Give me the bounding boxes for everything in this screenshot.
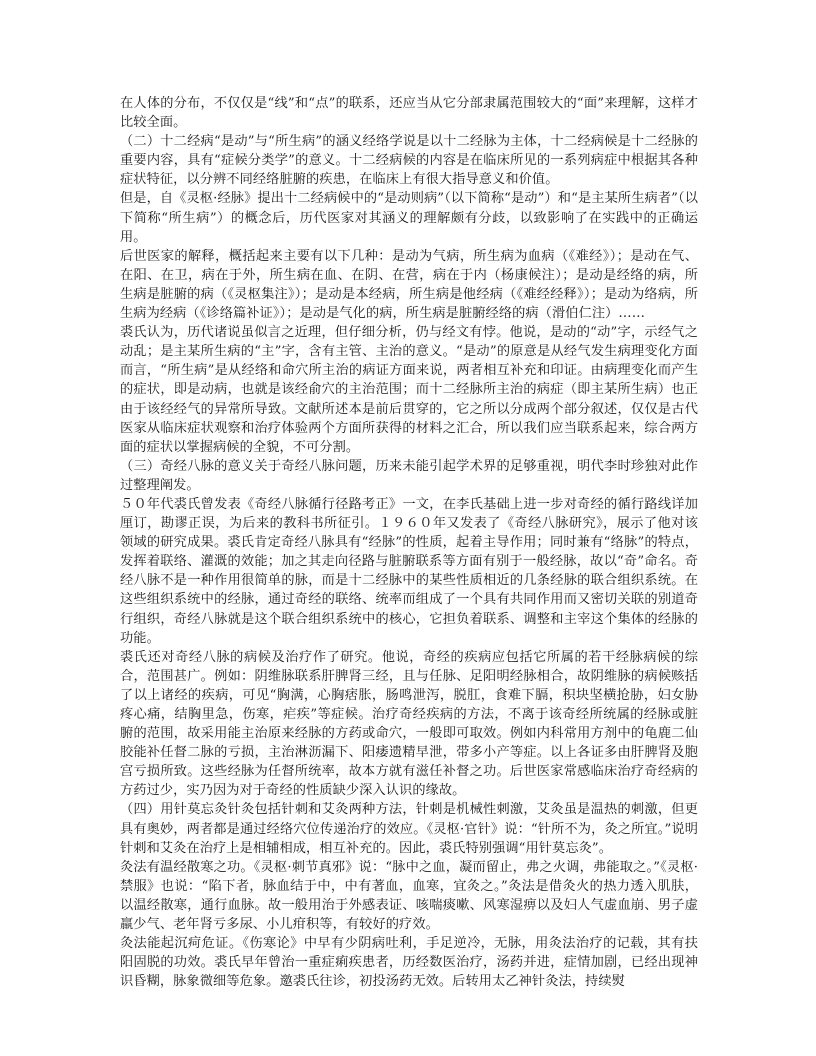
paragraph-7-1950s-research: ５０年代裘氏曾发表《奇经八脉循行径路考正》一文，在李氏基础上进一步对奇经的循行路线详加厘订，勘谬正误，为后来的教科书所征引。１９６０年又发表了《奇经八脉研究》，展示了他对该领域的研究成果。裘氏肯定奇经八脉具有“经脉”的性质，起着主导作用；同时兼有“络脉”的特点，发挥着联络、灌溉的效能；加之其走向径路与脏腑联系等方面有别于一般经脉，故以“奇”命名。奇经八脉不是一种作用很简单的脉，而是十二经脉中的某些性质相近的几条经脉的联合组织系统。在这些组织系统中的经脉，通过奇经的联络、统率而组成了一个具有共同作用而又密切关联的别道奇行组织，奇经八脉就是这个联合组织系统中的核心，它担负着联系、调整和主宰这个集体的经脉的功能。 [120, 496, 698, 646]
paragraph-8-disease-treatment: 裘氏还对奇经八脉的病候及治疗作了研究。他说，奇经的疾病应包括它所属的若干经脉病候的综合，范围甚广。例如：阴维脉联系肝脾肾三经，且与任脉、足阳明经脉相合，故阴维脉的病候赅括了以上诸经的疾病，可见“胸满，心胸痞胀，肠鸣泄泻，脱肛，食难下膈，积块坚横抢胁，妇女胁疼心痛，结胸里急，伤寒，疟疾”等症候。治疗奇经疾病的方法，不离于该奇经所统属的经脉或脏腑的范围，故采用能主治原来经脉的方药或命穴，一般即可取效。例如内科常用方剂中的龟鹿二仙胶能补任督二脉的亏损，主治淋沥漏下、阳痿遗精早泄，带多小产等症。以上各证多由肝脾肾及胞宫亏损所致。这些经脉为任督所统率，故本方就有滋任补督之功。后世医家常感临床治疗奇经病的方药过少，实乃因为对于奇经的性质缺少深入认识的缘故。 [120, 649, 698, 799]
paragraph-4-later-interpretations: 后世医家的解释，概括起来主要有以下几种：是动为气病，所生病为血病（《难经》）；是动在气、在阳、在卫，病在于外，所生病在血、在阴、在营，病在于内（杨康候注）；是动是经络的病，所生病是脏腑的病（《灵枢集注》）；是动是本经病，所生病是他经病（《难经经释》）；是动为络病，所生病为经病（《诊络篇补证》）；是动是气化的病，所生病是脏腑经络的病（滑伯仁注）…… [120, 248, 698, 322]
paragraph-9-acupuncture-moxibustion: （四）用针莫忘灸针灸包括针刺和艾灸两种方法，针刺是机械性刺激，艾灸虽是温热的刺激，但更具有奥妙，两者都是通过经络穴位传递治疗的效应。《灵枢·官针》说：“针所不为，灸之所宜。”说明针刺和艾灸在治疗上是相辅相成，相互补充的。因此，裘氏特别强调“用针莫忘灸”。 [120, 802, 698, 856]
paragraph-6-eight-extra-meridians: （三）奇经八脉的意义关于奇经八脉问题，历来未能引起学术界的足够重视，明代李时珍独对此作过整理阐发。 [120, 458, 698, 493]
document-page [120, 94, 698, 991]
paragraph-11-critical-illness: 灸法能起沉疴危证。《伤寒论》中早有少阴病吐利，手足逆冷，无脉，用灸法治疗的记载，其有扶阳固脱的功效。裘氏早年曾治一重症痢疾患者，历经数医治疗，汤药并进，症情加剧，已经出现神识昏糊，脉象微细等危象。邀裘氏往诊，初投汤药无效。后转用太乙神针灸法，持续熨 [120, 936, 698, 990]
paragraph-5-qiu-view: 裘氏认为，历代诸说虽似言之近理，但仔细分析，仍与经文有悖。他说，是动的“动”字，示经气之动乱；是主某所生病的“主”字，含有主管、主治的意义。“是动”的原意是从经气发生病理变化方面而言，“所生病”是从经络和命穴所主治的病证方面来说，两者相互补充和印证。由病理变化而产生的症状，即是动病，也就是该经俞穴的主治范围；而十二经脉所主治的病症（即主某所生病）也正由于该经经气的异常所导致。文献所述本是前后贯穿的，它之所以分成两个部分叙述，仅仅是古代医家从临床症状观察和治疗体验两个方面所获得的材料之汇合，所以我们应当联系起来，综合两方面的症状以掌握病候的全貌，不可分割。 [120, 325, 698, 455]
paragraph-1-body-distribution: 在人体的分布，不仅仅是“线”和“点”的联系，还应当从它分部隶属范围较大的“面”来理解，这样才比较全面。 [120, 96, 698, 131]
paragraph-2-shidong-suoshengbing: （二）十二经病“是动”与“所生病”的涵义经络学说是以十二经脉为主体，十二经病候是十二经脉的重要内容，具有“症候分类学”的意义。十二经病候的内容是在临床所见的一系列病症中根据其各种症状特征，以分辨不同经络脏腑的疾患，在临床上有很大指导意义和价值。 [120, 134, 698, 188]
paragraph-10-warming-meridians: 灸法有温经散寒之功。《灵枢·刺节真邪》说：“脉中之血，凝而留止，弗之火调，弗能取之。”《灵枢·禁服》也说：“陷下者，脉血结于中，中有著血，血寒，宜灸之。”灸法是借灸火的热力透入肌肤，以温经散寒，通行血脉。故一般用治于外感表证、咳喘痰嗽、风寒湿痹以及妇人气虚血崩、男子虚羸少气、老年肾亏多尿、小儿疳积等，有较好的疗效。 [120, 859, 698, 933]
paragraph-3-lingshu-jingmai: 但是，自《灵枢·经脉》提出十二经病候中的“是动则病”（以下简称“是动”）和“是主某所生病者”（以下简称“所生病”）的概念后，历代医家对其涵义的理解颇有分歧，以致影响了在实践中的正确运用。 [120, 191, 698, 245]
